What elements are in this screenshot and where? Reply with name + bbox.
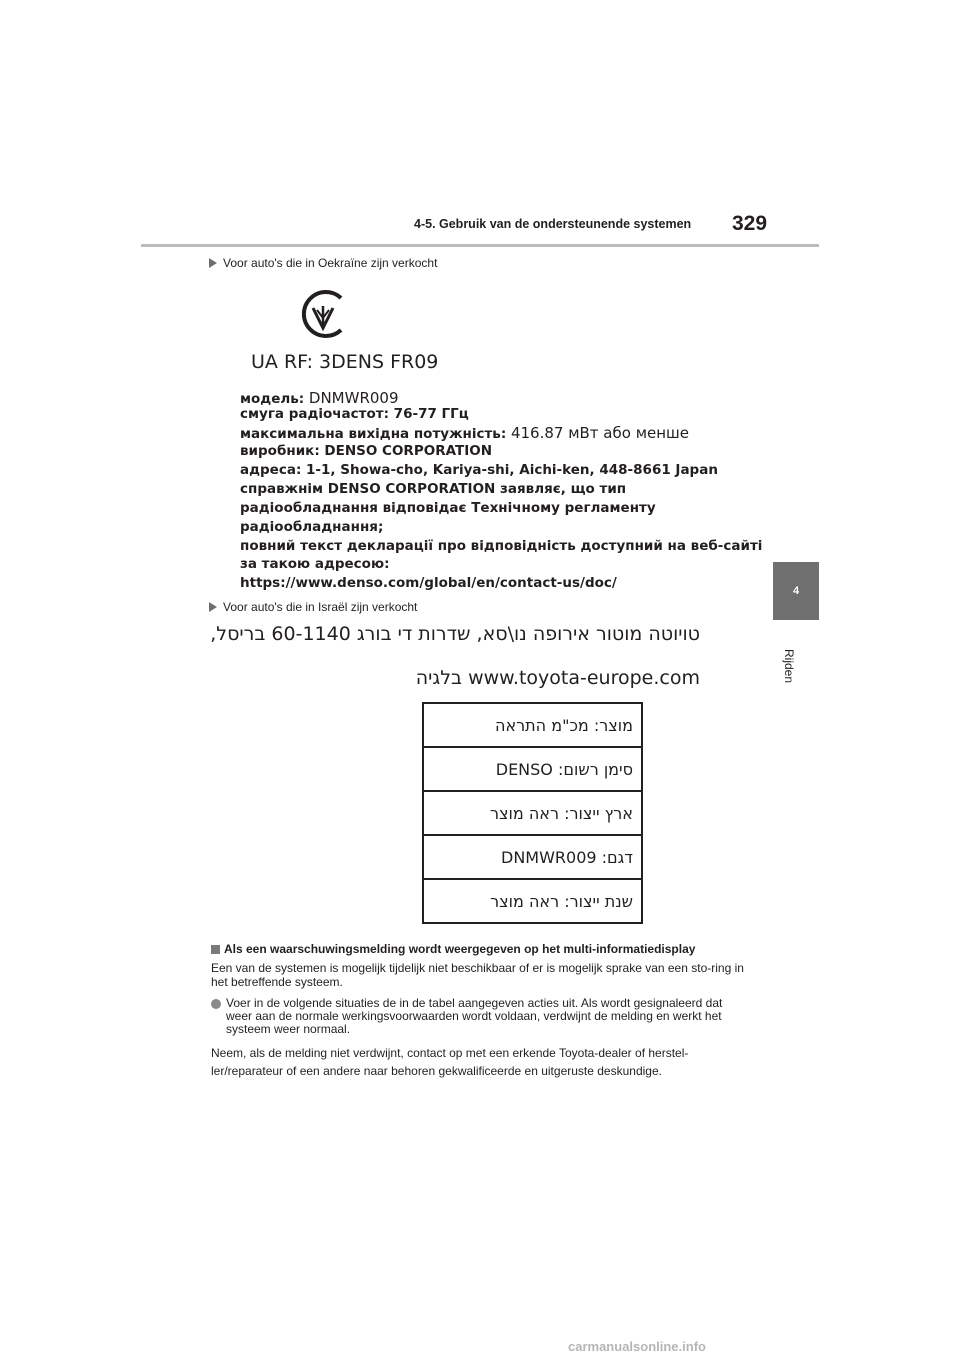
israel-heading-text: Voor auto's die in Israël zijn verkocht — [223, 600, 418, 614]
triangle-bullet-icon — [209, 602, 217, 612]
ua-declaration-line-1: справжнім DENSO CORPORATION заявляє, що тип — [240, 481, 627, 497]
ua-power-label: максимальна вихідна потужність: — [240, 426, 507, 442]
ua-conformity-mark-icon — [297, 288, 349, 340]
ua-declaration-url: https://www.denso.com/global/en/contact-us/doc/ — [240, 575, 617, 591]
ukraine-heading — [209, 256, 437, 270]
warning-bullet-text: Voer in de volgende situaties de in de tabel aangegeven acties uit. Als wordt gesignaleerd dat weer aan de normale werkingsvoorwaarden wordt voldaan, verdwijnt de melding en werkt het systeem weer normaal. — [226, 996, 723, 1036]
ua-declaration-line-3: радіообладнання; — [240, 519, 384, 535]
table-row — [423, 703, 642, 747]
ua-power-value: 416.87 мВт або менше — [510, 424, 689, 442]
table-row — [423, 747, 642, 791]
chapter-number: 4 — [792, 585, 800, 597]
warning-paragraph-2-line-2: ler/reparateur of een andere naar behoren gekwalificeerde en uitgeruste deskundige. — [211, 1064, 662, 1078]
israel-heading — [209, 600, 417, 614]
ua-rf-code: UA RF: 3DENS FR09 — [251, 351, 439, 373]
square-bullet-icon — [211, 945, 220, 954]
warning-paragraph-1: Een van de systemen is mogelijk tijdelijk niet beschikbaar of er is mogelijk sprake van een sto-ring in het betreffende systeem. — [211, 961, 744, 989]
ua-model-label: модель: — [240, 391, 305, 407]
page-number: 329 — [732, 212, 768, 235]
warning-paragraph-2-line-1: Neem, als de melding niet verdwijnt, contact op met een erkende Toyota-dealer of herstel- — [211, 1046, 689, 1060]
israel-web-line: www.toyota-europe.com בלגיה — [415, 667, 700, 689]
chapter-label: Rijden — [782, 649, 796, 684]
warning-title-text: Als een waarschuwingsmelding wordt weergegeven op het multi-informatiedisplay — [224, 942, 696, 956]
section-header-title: 4-5. Gebruik van de ondersteunende systemen — [414, 217, 692, 231]
footer-watermark: carmanualsonline.info — [568, 1339, 706, 1354]
ua-manufacturer-line: виробник: DENSO CORPORATION — [240, 443, 492, 459]
ua-declaration-line-4: повний текст декларації про відповідність доступний на веб-сайті — [240, 538, 763, 554]
table-cell: שנת ייצור: ראה מוצר — [423, 879, 642, 923]
warning-bullet-item — [211, 997, 751, 1036]
circle-bullet-icon — [211, 999, 221, 1009]
ua-declaration-line-2: радіообладнання відповідає Технічному регламенту — [240, 500, 656, 516]
table-row — [423, 879, 642, 923]
triangle-bullet-icon — [209, 258, 217, 268]
ua-address-line: адреса: 1-1, Showa-cho, Kariya-shi, Aichi-ken, 448-8661 Japan — [240, 462, 718, 478]
ua-model-value: DNMWR009 — [308, 389, 399, 407]
table-cell: דגם: DNMWR009 — [423, 835, 642, 879]
chapter-tab[interactable] — [773, 562, 819, 620]
ukraine-heading-text: Voor auto's die in Oekraïne zijn verkocht — [223, 256, 438, 270]
table-cell: ארץ ייצור: ראה מוצר — [423, 791, 642, 835]
table-row — [423, 835, 642, 879]
table-cell: סימן רשום: DENSO — [423, 747, 642, 791]
table-row — [423, 791, 642, 835]
israel-info-table — [422, 702, 643, 924]
ua-model-line — [240, 389, 399, 407]
table-cell: מוצר: מכ"מ התראה — [423, 703, 642, 747]
ua-declaration-line-5: за такою адресою: — [240, 556, 390, 572]
ua-frequency-line: смуга радіочастот: 76-77 ГГц — [240, 406, 469, 422]
israel-address-line: טויוטה מוטור אירופה נו\סא, שדרות די בורג 60-1140 בריסל, — [210, 623, 700, 645]
header-divider — [141, 244, 819, 247]
ua-power-line — [240, 424, 689, 442]
warning-title — [211, 942, 695, 956]
